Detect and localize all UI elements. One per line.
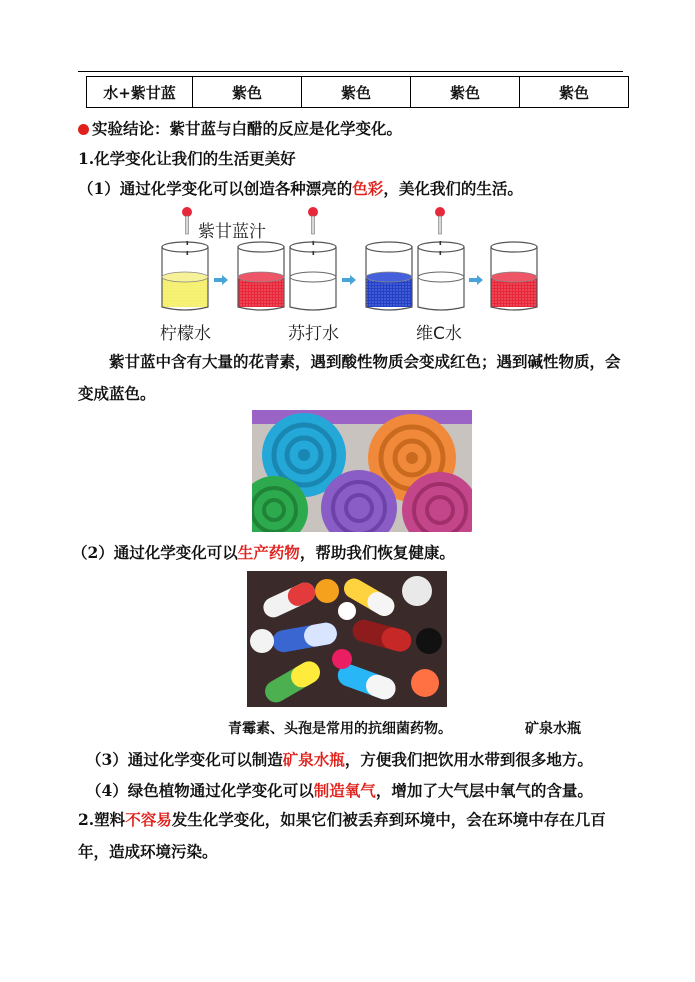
assorted-pills-image (247, 571, 447, 707)
experiment-conclusion: 实验结论：紫甘蓝与白醋的反应是化学变化。 (78, 117, 402, 139)
table-cell: 紫色 (193, 77, 302, 108)
dropper-icon (308, 207, 318, 255)
item2: （2）通过化学变化可以生产药物，帮助我们恢复健康。 (72, 543, 455, 562)
cabbage-experiment-diagram (150, 205, 550, 344)
dropper-icon (435, 207, 445, 255)
top-rule (78, 71, 623, 72)
dropper-icon (182, 207, 192, 255)
result-table (86, 76, 629, 108)
beaker-blue (366, 242, 412, 310)
beaker-label: 柠檬水 (160, 324, 211, 344)
table-cell: 水+紫甘蓝 (87, 77, 193, 108)
explanation-paragraph: 紫甘蓝中含有大量的花青素，遇到酸性物质会变成红色；遇到碱性物质，会变成蓝色。 (78, 352, 621, 403)
dropper-label: 紫甘蓝汁 (198, 222, 266, 242)
table-cell: 紫色 (520, 77, 629, 108)
table-cell: 紫色 (302, 77, 411, 108)
table-row (87, 77, 629, 108)
arrow-icon (214, 275, 228, 285)
rolled-towels-image (252, 410, 472, 532)
section1-title: 1.化学变化让我们的生活更美好 (78, 149, 296, 168)
towels-photo (252, 410, 472, 532)
item3: （3）通过化学变化可以制造矿泉水瓶，方便我们把饮用水带到很多地方。 (86, 750, 593, 769)
pill-caption: 青霉素、头孢是常用的抗细菌药物。 (228, 721, 452, 737)
beaker-lemon (162, 242, 208, 310)
item4: （4）绿色植物通过化学变化可以制造氧气，增加了大气层中氧气的含量。 (86, 781, 593, 800)
arrow-icon (342, 275, 356, 285)
beaker-label: 维C水 (416, 324, 462, 344)
pills-photo (247, 571, 447, 707)
item1: （1）通过化学变化可以创造各种漂亮的色彩，美化我们的生活。 (78, 179, 523, 198)
arrow-icon (469, 275, 483, 285)
beaker-red-2 (491, 242, 537, 310)
red-bullet-icon (78, 124, 89, 135)
bottle-caption: 矿泉水瓶 (525, 721, 581, 737)
beaker-red-1 (238, 242, 284, 310)
section2-paragraph: 2.塑料不容易发生化学变化，如果它们被丢弃到环境中，会在环境中存在几百年，造成环境污染。 (78, 810, 606, 861)
table-cell: 紫色 (411, 77, 520, 108)
beaker-label: 苏打水 (288, 324, 339, 344)
